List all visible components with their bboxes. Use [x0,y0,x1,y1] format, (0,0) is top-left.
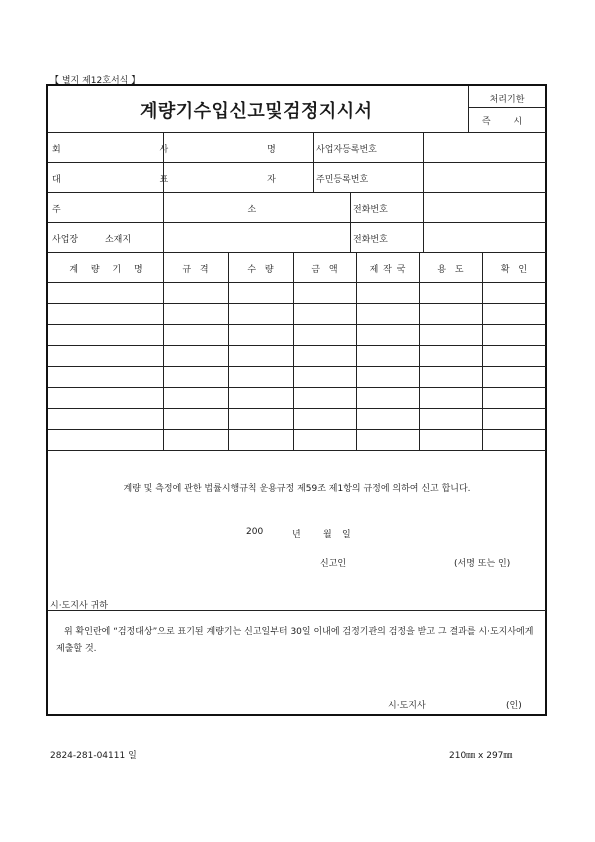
row-line [48,282,546,283]
seal-mark: (인) [506,701,522,711]
row-line [48,222,546,223]
col-header-country: 제 작 국 [369,265,406,275]
form-number-label: 【 별지 제12호서식 】 [50,76,141,86]
representative-label: 대 표 자 [52,175,324,185]
table-row [48,345,546,346]
table-row [48,450,546,451]
col-header-confirm: 확 인 [500,265,528,275]
col-line [293,252,294,450]
row-line [48,132,546,133]
table-row [48,387,546,388]
col-line [350,192,351,252]
col-line [419,252,420,450]
company-name-label: 회 사 명 [52,145,324,155]
col-line [423,192,424,252]
signature-note: (서명 또는 인) [454,559,511,569]
col-line [228,252,229,450]
deadline-label: 처리기한 [489,95,525,105]
table-row [48,303,546,304]
deadline-value: 즉 시 [481,117,533,127]
col-header-meter-name: 계 량 기 명 [69,265,143,275]
row-line [48,162,546,163]
biz-reg-no-label: 사업자등록번호 [316,145,377,155]
col-header-usage: 용 도 [437,265,464,275]
table-row [48,324,546,325]
authority-label: 시·도지사 [388,701,426,711]
col-line [356,252,357,450]
date-month-unit: 월 [323,530,332,540]
declarant-label: 신고인 [320,559,347,569]
date-year-unit: 년 [292,530,301,540]
paper-size: 210㎜ x 297㎜ [449,751,513,761]
declaration-text: 계량 및 측정에 관한 법률시행규칙 운용규정 제59조 제1항의 규정에 의하여 신고 합니다. [123,484,471,494]
section-divider [48,610,546,611]
col-header-spec: 규 격 [182,265,209,275]
site-location-label: 사업장 소재지 [52,235,132,245]
table-row [48,408,546,409]
row-line [48,192,546,193]
table-row [48,429,546,430]
phone-label: 전화번호 [353,235,388,245]
col-header-amount: 금 액 [311,265,338,275]
phone-label: 전화번호 [353,205,388,215]
col-line [482,252,483,450]
date-day-unit: 일 [342,530,351,540]
table-row [48,366,546,367]
row-line [48,252,546,253]
address-label: 주 소 [52,205,349,215]
col-line [423,132,424,192]
col-header-quantity: 수 량 [247,265,274,275]
deadline-hline [468,107,546,108]
col-line [163,252,164,450]
addressee: 시·도지사 귀하 [50,601,108,611]
date-year: 200 [246,527,264,537]
form-title: 계량기수입신고및검정지시서 [140,101,373,122]
resident-no-label: 주민등록번호 [316,175,369,185]
form-code: 2824-281-04111 일 [50,751,137,761]
instruction-text: 위 확인란에 “검정대상”으로 표기된 계량기는 신고일부터 30일 이내에 검정기관의 검정을 받고 그 결과를 시·도지사에게 제출할 것. [56,627,534,654]
